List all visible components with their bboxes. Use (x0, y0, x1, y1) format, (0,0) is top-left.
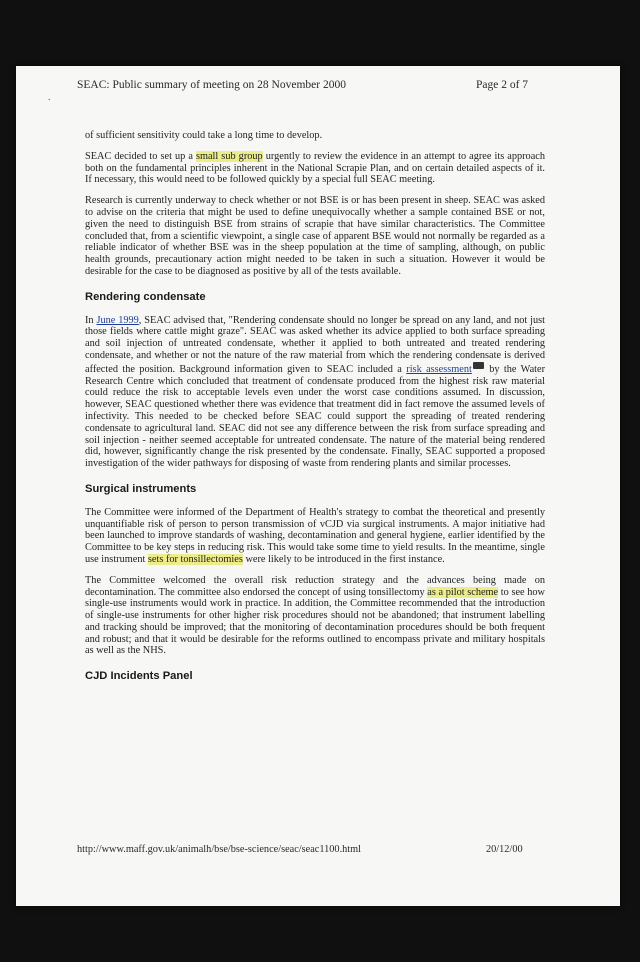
header-title: SEAC: Public summary of meeting on 28 November 2000 (77, 79, 346, 91)
highlight-tonsillectomies: sets for tonsillectomies (147, 553, 243, 565)
document-page (16, 66, 620, 906)
paragraph-surgical-strategy: The Committee were informed of the Department of Health's strategy to combat the theoretical and presently unquantifiable risk of person to person transmission of vCJD via surgical instruments. A major initiative had been launched to improve standards of washing, decontamination and general hygiene, earlier identified by the Committee to be key steps in reducing risk. This would take some time to yield results. In the meantime, single use instrument sets for tonsillectomies were likely to be introduced in the first instance. (85, 506, 545, 565)
highlight-as-a-pilot: as a pilot (427, 586, 465, 598)
highlight-scheme: scheme (467, 586, 499, 598)
heading-cjd-incidents-panel: CJD Incidents Panel (85, 670, 193, 683)
paragraph-surgical-welcome: The Committee welcomed the overall risk reduction strategy and the advances being made on decontamination. The committee also endorsed the concept of using tonsillectomy as a pilot scheme to see how single-use instruments would work in practice. In addition, the Committee recommended that the introduction of single-use instruments for other higher risk procedures should not be abandoned; that instrument labelling and tracking should be improved; that the monitoring of decontamination procedures should be both frequent and robust; and that it would be desirable for the reforms outlined to encompass private and military hospitals as well as the NHS. (85, 574, 545, 657)
paragraph-research: Research is currently underway to check whether or not BSE is or has been present in sheep. SEAC was asked to advise on the criteria that might be used to define unequivocally whether a sample contained BSE or not, given the need to distinguish BSE from strains of scrapie that have similar characteristics. The Committee concluded that, from a scientific viewpoint, a single case of apparent BSE would not normally be regarded as a reliable indicator of whether BSE was in the sheep population at the time of sampling, although, on public health grounds, precautionary action might needed to be taken in such a situation. However it would be desirable for the case to be diagnosed as positive by all of the tests available. (85, 195, 545, 277)
highlight-small-sub-group: small sub group (195, 150, 263, 162)
paragraph-rendering: In June 1999, SEAC advised that, "Rendering condensate should no longer be spread on any land, and not just those fields where cattle might graze". SEAC was asked whether its advice applied to both surface spreading and soil injection of untreated condensate, whether it applied to both untreated and treated rendering condensate, and whether or not the nature of the raw material from which the rendering condensate is derived affected the position. Background information given to SEAC included a risk assessment by the Water Research Centre which concluded that treatment of condensate produced from the highest risk raw material could reduce the risk to acceptable levels even under the worst case conditions assumed. In discussion, however, SEAC questioned whether there was evidence that treatment did in fact remove the assumed levels of infectivity. This needed to be checked before SEAC could support the spreading of treated rendering condensate to agricultural land. SEAC did not see any difference between the risk from surface spreading and soil injection - neither seemed acceptable for untreated condensate. The nature of the material being rendered did, however, significantly change the risk presented by the condensate. Finally, SEAC supported a proposed investigation of the wider pathways for disposing of waste from rendering plants and similar processes. (85, 314, 546, 470)
footer-url: http://www.maff.gov.uk/animalh/bse/bse-science/seac/seac1100.html (77, 844, 362, 855)
page-number: Page 2 of 7 (476, 79, 529, 91)
footer-date: 20/12/00 (486, 844, 523, 855)
header-dot: . (48, 92, 51, 103)
document-body (85, 130, 545, 694)
link-risk-assessment[interactable]: risk assessment (406, 363, 472, 375)
heading-surgical-instruments: Surgical instruments (85, 482, 197, 495)
paragraph-continuation: of sufficient sensitivity could take a long time to develop. (85, 130, 323, 141)
link-june-1999[interactable]: June 1999 (96, 314, 139, 326)
heading-rendering-condensate: Rendering condensate (85, 290, 206, 303)
pdf-icon[interactable] (473, 362, 484, 369)
paragraph-sub-group: SEAC decided to set up a small sub group urgently to review the evidence in an attempt to agree its approach both on the fundamental principles inherent in the National Scrapie Plan, and on certain detailed aspects of it. If necessary, this would need to be followed quickly by a special full SEAC meeting. (85, 150, 545, 186)
